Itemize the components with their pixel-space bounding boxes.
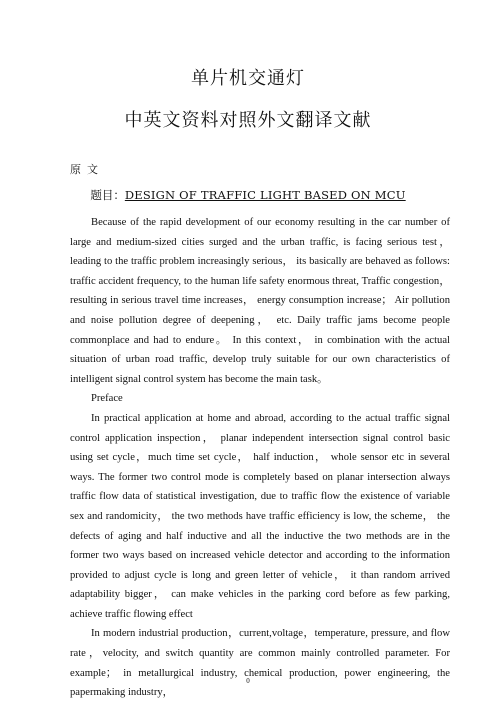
section-heading-preface: Preface — [91, 393, 123, 405]
section-label: 原文 — [70, 163, 104, 176]
page-number: 0 — [246, 677, 250, 685]
paper-title-line — [0, 187, 496, 203]
paragraph-abstract: Because of the rapid development of our economy resulting in the car number of large and medium-sized cities surged and the urban traffic, is facing serious test， leading to the traffic problem increasingly serious， its basically are behaved as follows: traffic accident frequency, to the human life safety enormous threat, Traffic congestion， resulting in serious travel time increases， energy consumption increase； Air pollution and noise pollution degree of deepening， etc. Daily traffic jams become people commonplace and had to endure。 In this context， in combination with the actual situation of urban road traffic, develop truly suitable for our own characteristics of intelligent signal control system has become the main task。 — [70, 217, 450, 385]
paper-title-prefix: 题目： — [90, 188, 125, 202]
document-subtitle-title: 中英文资料对照外文翻译文献 — [124, 110, 372, 131]
document-body — [70, 213, 450, 703]
paragraph-industrial: In modern industrial production，current,voltage，temperature, pressure, and flow rate，velocity, and switch quantity are common mainly controlled parameter. For example； in metallurgical industry, chemical production, power engineering, the papermaking industry， — [70, 628, 450, 699]
paragraph-preface: In practical application at home and abroad, according to the actual traffic signal control application inspection， planar independent intersection signal control basic using set cycle，much time set cycle， half induction， whole sensor etc in several ways. The former two control mode is completely based on planar intersection always traffic flow data of statistical investigation, due to traffic flow the existence of variable sex and randomicity， the two methods have traffic efficiency is low, the scheme， the defects of aging and half inductive and all the inductive the two methods are in the former two ways based on increased vehicle detector and according to the information provided to adjust cycle is long and green letter of vehicle， it than random arrived adaptability bigger， can make vehicles in the parking cord before as few parking, achieve traffic flowing effect — [70, 412, 450, 620]
paper-title: DESIGN OF TRAFFIC LIGHT BASED ON MCU — [124, 188, 406, 202]
document-title: 单片机交通灯 — [191, 68, 305, 89]
